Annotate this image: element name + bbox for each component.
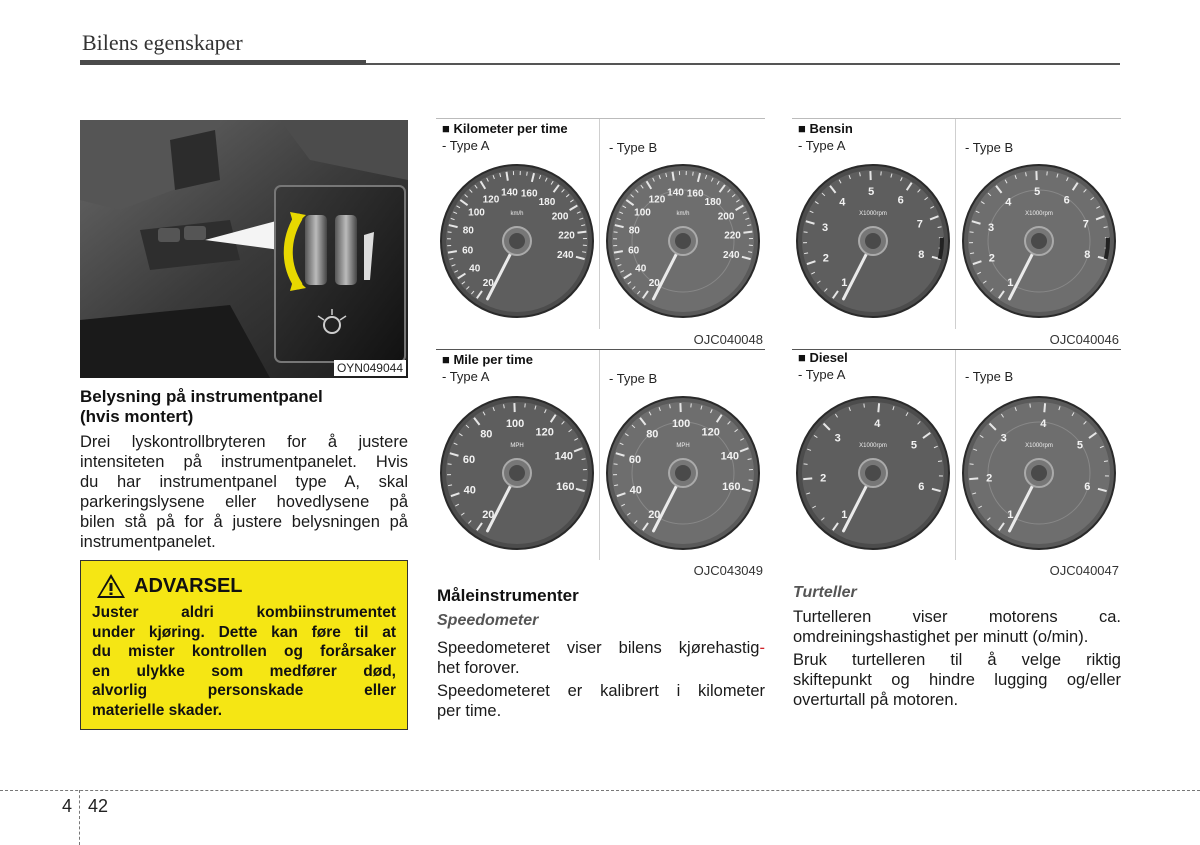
mph-figure-code: OJC043049 <box>693 563 763 578</box>
page-number: 42 <box>88 796 109 816</box>
gauge-tick-label: 20 <box>482 277 494 289</box>
gauge-tick-label: 100 <box>634 207 651 219</box>
gauge-unit-label: MPH <box>676 443 690 449</box>
kmh-figure-code: OJC040048 <box>693 332 763 347</box>
gauge-tick-label: 80 <box>646 428 659 441</box>
gauge-dial <box>438 387 596 559</box>
gauge-tick-label: 120 <box>701 426 720 439</box>
speedometer-figure <box>436 118 765 580</box>
gauge-tick-label: 6 <box>897 194 904 207</box>
tachometer-para1 <box>793 607 1121 647</box>
gauge-minor-tick <box>938 461 942 462</box>
diesel-figure-code: OJC040047 <box>1049 563 1119 578</box>
gauge-tick-label: 60 <box>462 245 474 257</box>
gauge-minor-tick <box>748 252 752 253</box>
gauge-hub-center <box>509 233 525 249</box>
gauge-tick-label: 8 <box>1084 248 1091 261</box>
gauge-tick-label: 5 <box>1034 186 1041 199</box>
warning-line: du mister kontrollen og forårsaker <box>92 643 396 660</box>
gauge-tick-label: 140 <box>554 450 573 463</box>
tachometer-para1-line1: Turtelleren viser motorens ca. <box>793 608 1121 626</box>
gauge-minor-tick <box>614 232 618 233</box>
gauge-tick-label: 140 <box>720 450 739 463</box>
gauge-unit-label: X1000rpm <box>859 211 887 217</box>
gauge-tick-label: 80 <box>628 225 640 237</box>
gauge-dial <box>960 155 1118 327</box>
gauge-redline-band <box>1106 238 1108 259</box>
gauge-minor-tick <box>864 404 865 408</box>
speedometer-kmh-type-b-gauge <box>604 155 762 332</box>
gauge-minor-tick <box>448 232 452 233</box>
page-header-title: Bilens egenskaper <box>82 30 243 55</box>
warning-line: alvorlig personskade eller <box>92 682 396 699</box>
gauge-tick-label: 40 <box>469 263 481 275</box>
gauge-tick-label: 20 <box>648 277 660 289</box>
lighting-heading-line2: (hvis montert) <box>80 407 194 426</box>
tachometer-diesel-type-b-gauge <box>960 387 1118 564</box>
gauge-minor-tick <box>614 464 618 465</box>
panel-divider <box>955 350 956 560</box>
gauge-tick-label: 5 <box>868 186 875 199</box>
gauge-minor-tick <box>448 464 452 465</box>
gauge-unit-label: X1000rpm <box>859 443 887 449</box>
gauge-tick-label: 160 <box>556 480 575 493</box>
kmh-type-a-label: - Type A <box>442 138 490 153</box>
gauge-dial <box>604 387 762 559</box>
footer-rule <box>0 790 1200 791</box>
gauge-hub-center <box>675 233 691 249</box>
tachometer-diesel-type-a-gauge <box>794 387 952 564</box>
gauge-tick-label: 1 <box>841 508 848 521</box>
diesel-panel-label: ■ Diesel <box>798 350 848 365</box>
speedometer-para2-line1: Speedometeret er kalibrert i kilometer <box>437 682 765 700</box>
gauge-tick-label: 3 <box>1000 432 1007 445</box>
gauge-minor-tick <box>527 172 528 176</box>
gauge-tick-label: 180 <box>538 196 556 208</box>
gauge-minor-tick <box>614 485 618 486</box>
gauge-minor-tick <box>693 172 694 176</box>
speedometer-mph-type-a-gauge <box>438 387 596 564</box>
gauge-redline-band <box>940 238 942 259</box>
gauge-tick-label: 240 <box>722 249 740 261</box>
bensin-type-b-label: - Type B <box>965 140 1014 155</box>
gauge-tick-label: 5 <box>910 439 918 452</box>
gauge-major-tick <box>969 478 978 479</box>
gauge-hub-center <box>509 465 525 481</box>
speedometer-para1-line1 <box>437 638 765 658</box>
bensin-panel-label: ■ Bensin <box>798 121 853 136</box>
gauge-major-tick <box>1044 403 1045 412</box>
warning-line: en ulykke som medfører død, <box>92 662 396 680</box>
gauge-major-tick <box>743 232 752 233</box>
text-span: Speedometeret viser bilens kjørehastig <box>437 639 760 657</box>
gauge-tick-label: 100 <box>671 418 691 431</box>
panel-divider <box>599 350 600 560</box>
warning-line: Juster aldri kombiinstrumentet <box>92 604 396 621</box>
warning-header <box>96 573 396 599</box>
gauge-tick-label: 100 <box>468 207 485 219</box>
gauge-minor-tick <box>970 253 974 254</box>
gauge-tick-label: 4 <box>1005 196 1012 209</box>
gauge-tick-label: 1 <box>1007 276 1014 289</box>
tachometer-para2-line2: skiftepunkt og hindre lugging og/eller <box>793 671 1121 689</box>
tachometer-para2-line1: Bruk turtelleren til å velge riktig <box>793 651 1121 669</box>
gauge-tick-label: 220 <box>724 230 741 242</box>
gauge-tick-label: 120 <box>535 426 554 439</box>
gauge-tick-label: 1 <box>841 276 848 289</box>
warning-box <box>80 560 408 730</box>
gauge-minor-tick <box>970 232 974 233</box>
kmh-panel-label: ■ Kilometer per time <box>442 121 568 136</box>
gauge-tick-label: 1 <box>1007 508 1014 521</box>
gauge-tick-label: 6 <box>1084 480 1091 493</box>
gauge-tick-label: 2 <box>986 472 993 485</box>
warning-triangle-icon <box>96 573 126 599</box>
warning-line: under kjøring. Dette kan føre til at <box>92 623 396 641</box>
mph-type-a-label: - Type A <box>442 369 490 384</box>
kmh-type-b-label: - Type B <box>609 140 658 155</box>
tachometer-figure <box>792 118 1121 580</box>
gauge-tick-label: 6 <box>1063 194 1070 207</box>
instruments-heading: Måleinstrumenter <box>437 586 579 605</box>
tachometer-para1-line2: omdreiningshastighet per minutt (o/min). <box>793 628 1089 646</box>
gauge-tick-label: 80 <box>462 225 474 237</box>
lighting-body-line: du har instrumentpanel type A, skal <box>80 473 408 491</box>
gauge-major-tick <box>506 172 507 181</box>
gauge-dial <box>438 155 596 327</box>
photo-code: OYN049044 <box>334 360 406 376</box>
lighting-body-line: intensiteten på instrumentpanelet. Hvis <box>80 453 408 471</box>
gauge-tick-label: 4 <box>1040 418 1047 431</box>
tachometer-para2 <box>793 650 1121 710</box>
lighting-body-line: bilen stå på for å justere belysningen på <box>80 513 408 531</box>
gauge-tick-label: 6 <box>918 480 925 493</box>
gauge-tick-label: 20 <box>648 508 661 521</box>
gauge-tick-label: 3 <box>821 221 829 234</box>
lighting-body-line: instrumentpanelet. <box>80 533 216 551</box>
bensin-figure-code: OJC040046 <box>1049 332 1119 347</box>
panel-divider <box>955 119 956 329</box>
gauge-tick-label: 5 <box>1076 439 1084 452</box>
gauge-tick-label: 180 <box>704 196 722 208</box>
diesel-type-a-label: - Type A <box>798 367 846 382</box>
gauge-minor-tick <box>804 232 808 233</box>
mph-panel-label: ■ Mile per time <box>442 352 533 367</box>
diesel-type-b-label: - Type B <box>965 369 1014 384</box>
gauge-unit-label: X1000rpm <box>1025 443 1053 449</box>
gauge-minor-tick <box>970 464 974 465</box>
gauge-tick-label: 60 <box>628 453 642 466</box>
gauge-tick-label: 7 <box>916 218 923 231</box>
gauge-hub-center <box>1031 233 1047 249</box>
gauge-tick-label: 160 <box>722 480 741 493</box>
gauge-unit-label: km/h <box>510 211 524 217</box>
chapter-number: 4 <box>62 796 73 816</box>
gauge-minor-tick <box>804 464 808 465</box>
speedometer-subheading: Speedometer <box>437 612 539 629</box>
gauge-minor-tick <box>1104 461 1108 462</box>
gauge-tick-label: 2 <box>820 472 827 485</box>
gauge-tick-label: 4 <box>874 418 881 431</box>
lighting-heading-line1: Belysning på instrumentpanel <box>80 387 323 406</box>
speedometer-para1 <box>437 638 765 678</box>
gauge-tick-label: 140 <box>667 187 684 199</box>
gauge-tick-label: 40 <box>463 484 476 497</box>
gauge-tick-label: 40 <box>629 484 642 497</box>
gauge-tick-label: 160 <box>686 188 704 200</box>
mph-type-b-label: - Type B <box>609 371 658 386</box>
tachometer-para2-line3: overturtall på motoren. <box>793 691 959 709</box>
gauge-tick-label: 20 <box>482 508 495 521</box>
gauge-tick-label: 120 <box>648 194 666 206</box>
gauge-hub-center <box>675 465 691 481</box>
gauge-tick-label: 120 <box>482 194 500 206</box>
gauge-major-tick <box>672 172 673 181</box>
gauge-tick-label: 40 <box>635 263 647 275</box>
speedometer-para2-line2: per time. <box>437 702 502 720</box>
panel-divider <box>436 349 765 350</box>
gauge-tick-label: 2 <box>822 252 829 265</box>
header-rule-dark <box>80 60 366 65</box>
footer-vertical-rule <box>79 790 80 845</box>
hyphen-mark: - <box>759 639 765 657</box>
gauge-major-tick <box>878 403 879 412</box>
warning-title: ADVARSEL <box>134 574 243 597</box>
gauge-tick-label: 3 <box>987 221 995 234</box>
gauge-tick-label: 200 <box>717 211 735 223</box>
gauge-tick-label: 4 <box>839 196 846 209</box>
gauge-hub-center <box>1031 465 1047 481</box>
tachometer-subheading: Turteller <box>793 584 857 601</box>
lighting-body-line: Drei lyskontrollbryteren for å justere <box>80 433 408 451</box>
gauge-tick-label: 160 <box>520 188 538 200</box>
gauge-tick-label: 60 <box>462 453 476 466</box>
gauge-minor-tick <box>804 253 808 254</box>
gauge-tick-label: 2 <box>988 252 995 265</box>
gauge-unit-label: X1000rpm <box>1025 211 1053 217</box>
gauge-tick-label: 8 <box>918 248 925 261</box>
gauge-hub-center <box>865 465 881 481</box>
tachometer-bensin-type-a-gauge <box>794 155 952 332</box>
gauge-dial <box>794 387 952 559</box>
lighting-body <box>80 432 408 552</box>
gauge-tick-label: 3 <box>834 432 841 445</box>
speedometer-para2 <box>437 681 765 721</box>
panel-divider <box>599 119 600 329</box>
gauge-tick-label: 80 <box>480 428 493 441</box>
gauge-dial <box>960 387 1118 559</box>
speedometer-para1-line2: het forover. <box>437 659 520 677</box>
gauge-tick-label: 240 <box>556 249 574 261</box>
gauge-hub-center <box>865 233 881 249</box>
gauge-unit-label: MPH <box>510 443 524 449</box>
lighting-body-line: parkeringslysene eller hovedlysene på <box>80 493 408 511</box>
gauge-tick-label: 100 <box>505 418 525 431</box>
gauge-tick-label: 200 <box>551 211 569 223</box>
dimmer-switch-photo <box>80 120 408 378</box>
bensin-type-a-label: - Type A <box>798 138 846 153</box>
gauge-tick-label: 220 <box>558 230 575 242</box>
gauge-dial <box>794 155 952 327</box>
gauge-minor-tick <box>1030 404 1031 408</box>
gauge-major-tick <box>577 232 586 233</box>
warning-line: materielle skader. <box>92 701 223 719</box>
speedometer-mph-type-b-gauge <box>604 387 762 564</box>
gauge-tick-label: 7 <box>1082 218 1089 231</box>
gauge-minor-tick <box>448 485 452 486</box>
gauge-tick-label: 140 <box>501 187 518 199</box>
gauge-dial <box>604 155 762 327</box>
warning-body <box>92 603 396 720</box>
gauge-minor-tick <box>582 252 586 253</box>
gauge-major-tick <box>803 478 812 479</box>
header-rule-thin <box>366 63 1120 65</box>
gauge-unit-label: km/h <box>676 211 690 217</box>
tachometer-bensin-type-b-gauge <box>960 155 1118 332</box>
gauge-tick-label: 60 <box>628 245 640 257</box>
speedometer-kmh-type-a-gauge <box>438 155 596 332</box>
